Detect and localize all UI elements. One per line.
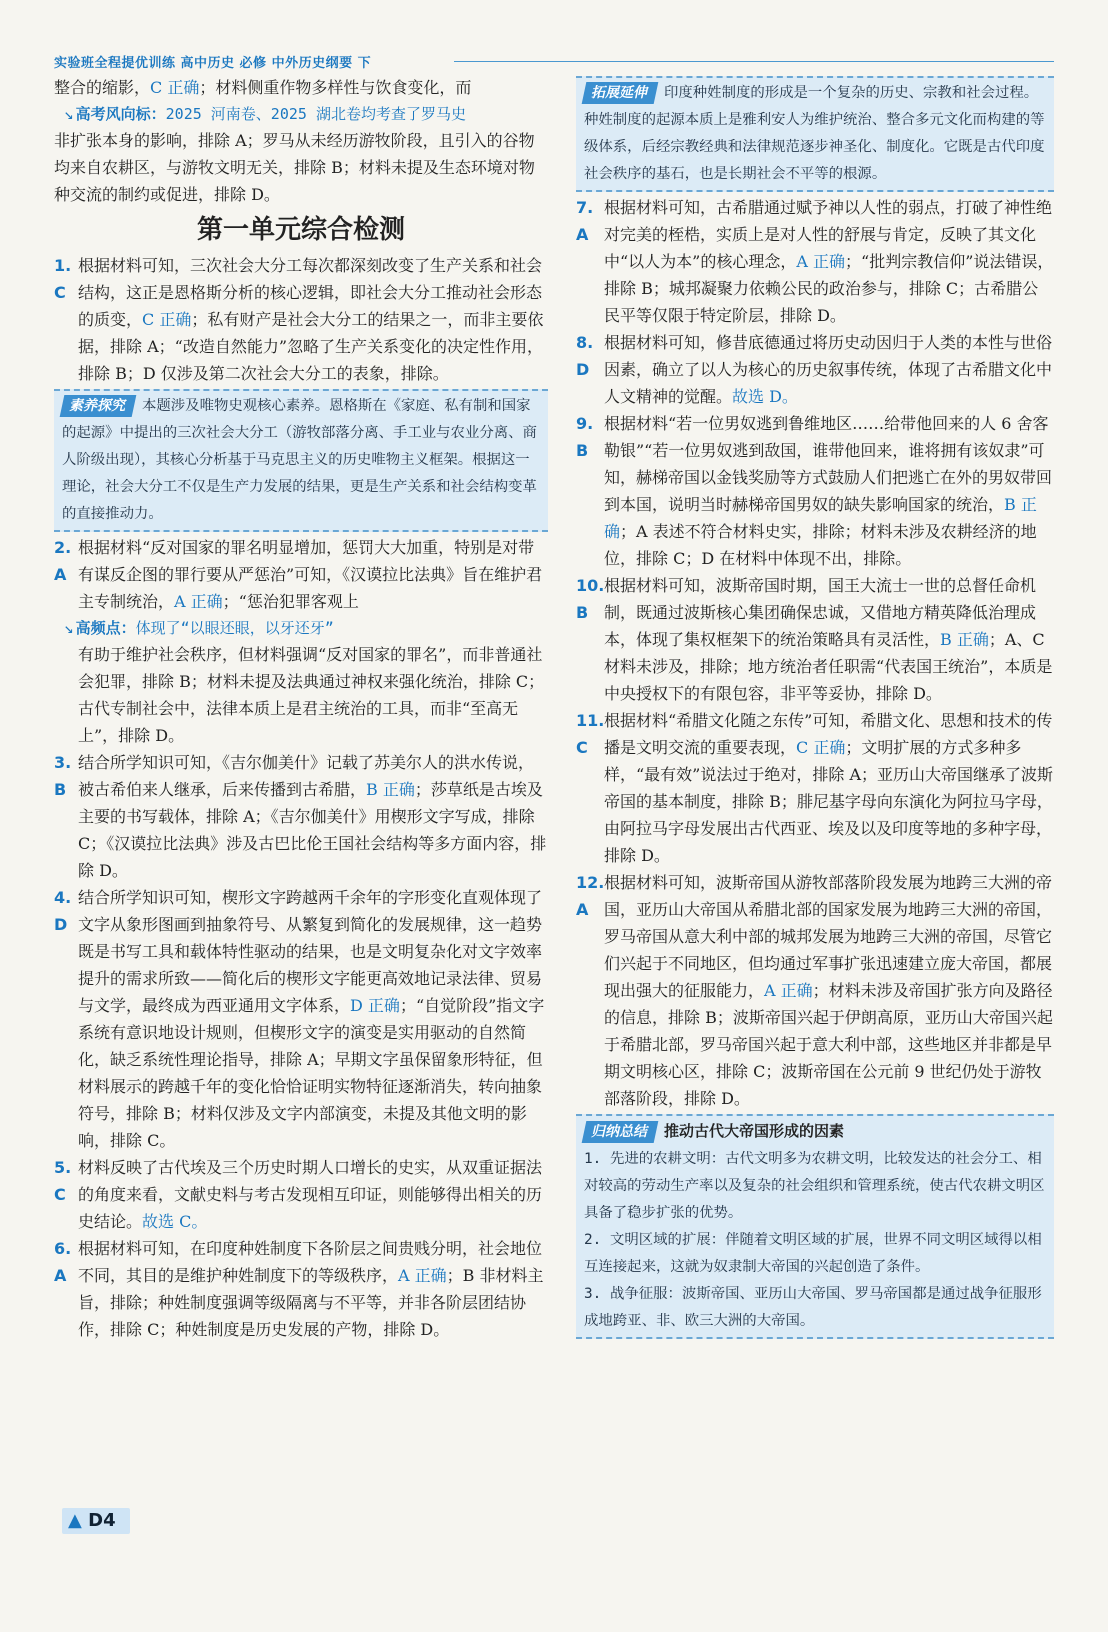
intro-paragraph-2: 非扩张本身的影响，排除 A；罗马从未经历游牧阶段，且引入的谷物均来自农耕区，与游牧文明无关，排除 B；材料未提及生态环境对物种交流的制约或促进，排除 D。 [54, 131, 535, 204]
answer-item-12: 12. A 根据材料可知，波斯帝国从游牧部落阶段发展为地跨三大洲的帝国，亚历山大帝国从希腊北部的国家发展为地跨三大洲的帝国，罗马帝国从意大利中部的城邦发展为地跨三大洲的帝国，尽管它们兴起于不同地区，但均通过军事扩张迅速建立庞大帝国，都展现出强大的征服能力，A 正确；材料未涉及帝国扩张方向及路径的信息，排除 B；波斯帝国兴起于伊朗高原，亚历山大帝国兴起于希腊北部，罗马帝国兴起于意大利中部，这些地区并非都是早期文明核心区，排除 C；波斯帝国在公元前 9 世纪仍处于游牧部落阶段，排除 D。 [576, 869, 1054, 1112]
answer-item-10: 10. B 根据材料可知，波斯帝国时期，国王大流士一世的总督任命机制，既通过波斯核心集团确保忠诚，又借地方精英降低治理成本，体现了集权框架下的统治策略具有灵活性，B 正确；A、C 材料未涉及，排除；地方统治者任职需“代表国王统治”，本质是中央授权下的有限包容，非平等妥协，排除 D。 [576, 572, 1054, 707]
item-number: 4. D [54, 888, 72, 934]
item-number: 12. A [576, 873, 605, 919]
arrow-icon: ↘ [64, 104, 74, 123]
exam-trend-tip: ↘ 高考风向标：2025 河南卷、2025 湖北卷均考查了罗马史 [64, 104, 466, 123]
page-number-badge: ▲ D4 [62, 1508, 130, 1534]
item-number: 5. C [54, 1158, 72, 1204]
item-number: 11. C [576, 711, 605, 757]
answer-item-11: 11. C 根据材料“希腊文化随之东传”可知，希腊文化、思想和技术的传播是文明交流的重要表现，C 正确；文明扩展的方式多种多样，“最有效”说法过于绝对，排除 A；亚历山大帝国继承了波斯帝国的基本制度，排除 B；腓尼基字母向东演化为阿拉马字母，由阿拉马字母发展出古代西亚、埃及以及印度等地的多种字母，排除 D。 [576, 707, 1054, 869]
summary-title: 推动古代大帝国形成的因素 [664, 1122, 845, 1140]
item-number: 9. B [576, 414, 594, 460]
unit-test-title: 第一单元综合检测 [196, 215, 405, 245]
answer-item-2: 2. A 根据材料“反对国家的罪名明显增加，惩罚大大加重，特别是对带有谋反企图的罪行要从严惩治”可知，《汉谟拉比法典》旨在维护君主专制统治，A 正确；“惩治犯罪客观上 [54, 534, 548, 615]
summary-point-2: 2. 文明区域的扩展：伴随着文明区域的扩展，世界不同文明区域得以相互连接起来，这就为奴隶制大帝国的兴起创造了条件。 [584, 1232, 1042, 1275]
box-label: 拓展延伸 [582, 82, 659, 104]
answer-item-4: 4. D 结合所学知识可知，楔形文字跨越两千余年的字形变化直观体现了文字从象形图画到抽象符号、从繁复到简化的发展规律，这一趋势既是书写工具和载体特性驱动的结果，也是文明复杂化对文字效率提升的需求所致——简化后的楔形文字能更高效地记录法律、贸易与文学，最终成为西亚通用文字体系，D 正确；“自觉阶段”指文字系统有意识地设计规则，但楔形文字的演变是实用驱动的自然简化，缺乏系统性理论指导，排除 A；早期文字虽保留象形特征，但材料展示的跨越千年的变化恰恰证明实物特征逐渐消失，转向抽象符号，排除 B；材料仅涉及文字内部演变，未提及其他文明的影响，排除 C。 [54, 884, 548, 1154]
literacy-inquiry-box: 素养探究 本题涉及唯物史观核心素养。恩格斯在《家庭、私有制和国家的起源》中提出的三次社会大分工（游牧部落分离、手工业与农业分离、商人阶级出现），其核心分析基于马克思主义的历史唯物主义框架。根据这一理论，社会大分工不仅是生产力发展的结果，更是生产关系和社会结构变革的直接推动力。 [54, 389, 548, 532]
item-number: 1. C [54, 256, 72, 302]
right-column [576, 74, 1054, 1341]
header-title: 实验班全程提优训练 高中历史 必修 中外历史纲要 下 [54, 56, 372, 71]
answer-mark: C 正确 [150, 78, 200, 97]
item-number: 2. A [54, 538, 72, 584]
summary-point-3: 3. 战争征服：波斯帝国、亚历山大帝国、罗马帝国都是通过战争征服形成地跨亚、非、欧三大洲的大帝国。 [584, 1286, 1042, 1329]
item-number: 6. A [54, 1239, 72, 1285]
box-label: 归纳总结 [582, 1121, 659, 1143]
running-header [54, 52, 1054, 71]
answer-item-3: 3. B 结合所学知识可知，《吉尔伽美什》记载了苏美尔人的洪水传说，被古希伯来人继承，后来传播到古希腊，B 正确；莎草纸是古埃及主要的书写载体，排除 A；《吉尔伽美什》用楔形文字写成，排除 C；《汉谟拉比法典》涉及古巴比伦王国社会结构等多方面内容，排除 D。 [54, 749, 548, 884]
item-number: 7. A [576, 198, 594, 244]
up-arrow-icon: ▲ [68, 1510, 82, 1531]
answer-item-5: 5. C 材料反映了古代埃及三个历史时期人口增长的史实，从双重证据法的角度来看，文献史料与考古发现相互印证，则能够得出相关的历史结论。故选 C。 [54, 1154, 548, 1235]
answer-item-1: 1. C 根据材料可知，三次社会大分工每次都深刻改变了生产关系和社会结构，这正是恩格斯分析的核心逻辑，即社会大分工推动社会形态的质变，C 正确；私有财产是社会大分工的结果之一，而非主要依据，排除 A；“改造自然能力”忽略了生产关系变化的决定性作用，排除 B；D 仅涉及第二次社会大分工的表象，排除。 [54, 252, 548, 387]
summary-point-1: 1. 先进的农耕文明：古代文明多为农耕文明，比较发达的社会分工、相对较高的劳动生产率以及复杂的社会组织和管理系统，使古代农耕文明区具备了稳步扩张的优势。 [584, 1151, 1045, 1221]
item-number: 3. B [54, 753, 72, 799]
left-column [54, 74, 548, 1343]
intro-paragraph-1: 整合的缩影，C 正确；材料侧重作物多样性与饮食变化，而 [54, 78, 472, 97]
extension-box: 拓展延伸 印度种姓制度的形成是一个复杂的历史、宗教和社会过程。种姓制度的起源本质上是雅利安人为维护统治、整合多元文化而构建的等级体系，后经宗教经典和法律规范逐步神圣化、制度化。它既是古代印度社会秩序的基石，也是长期社会不平等的根源。 [576, 76, 1054, 192]
arrow-icon: ↘ [64, 618, 74, 637]
item-number: 8. D [576, 333, 594, 379]
answer-item-9: 9. B 根据材料“若一位男奴逃到鲁维地区……给带他回来的人 6 舍客勒银”“若一位男奴逃到敌国，谁带他回来，谁将拥有该奴隶”可知，赫梯帝国以金钱奖励等方式鼓励人们把逃亡在外的男奴带回到本国，说明当时赫梯帝国男奴的缺失影响国家的统治，B 正确；A 表述不符合材料史实，排除；材料未涉及农耕经济的地位，排除 C；D 在材料中体现不出，排除。 [576, 410, 1054, 572]
answer-item-8: 8. D 根据材料可知，修昔底德通过将历史动因归于人类的本性与世俗因素，确立了以人为核心的历史叙事传统，体现了古希腊文化中人文精神的觉醒。故选 D。 [576, 329, 1054, 410]
page-footer [62, 1508, 130, 1534]
answer-item-2-continued: 有助于维护社会秩序，但材料强调“反对国家的罪名”，而非普通社会犯罪，排除 B；材料未提及法典通过神权来强化统治，排除 C；古代专制社会中，法律本质上是君主统治的工具，而非“至高无上”，排除 D。 [78, 645, 545, 745]
box-label: 素养探究 [60, 395, 137, 417]
item-number: 10. B [576, 576, 605, 622]
answer-item-7: 7. A 根据材料可知，古希腊通过赋予神以人性的弱点，打破了神性绝对完美的桎梏，实质上是对人性的舒展与肯定，反映了其文化中“以人为本”的核心理念，A 正确；“批判宗教信仰”说法错误，排除 B；城邦凝聚力依赖公民的政治参与，排除 C；古希腊公民平等仅限于特定阶层，排除 D。 [576, 194, 1054, 329]
high-frequency-tip: ↘ 高频点：体现了“以眼还眼，以牙还牙” [64, 618, 334, 637]
header-rule [454, 61, 1054, 62]
answer-item-6: 6. A 根据材料可知，在印度种姓制度下各阶层之间贵贱分明，社会地位不同，其目的是维护种姓制度下的等级秩序，A 正确；B 非材料主旨，排除；种姓制度强调等级隔离与不平等，并非各阶层团结协作，排除 C；种姓制度是历史发展的产物，排除 D。 [54, 1235, 548, 1343]
summary-box [576, 1114, 1054, 1339]
